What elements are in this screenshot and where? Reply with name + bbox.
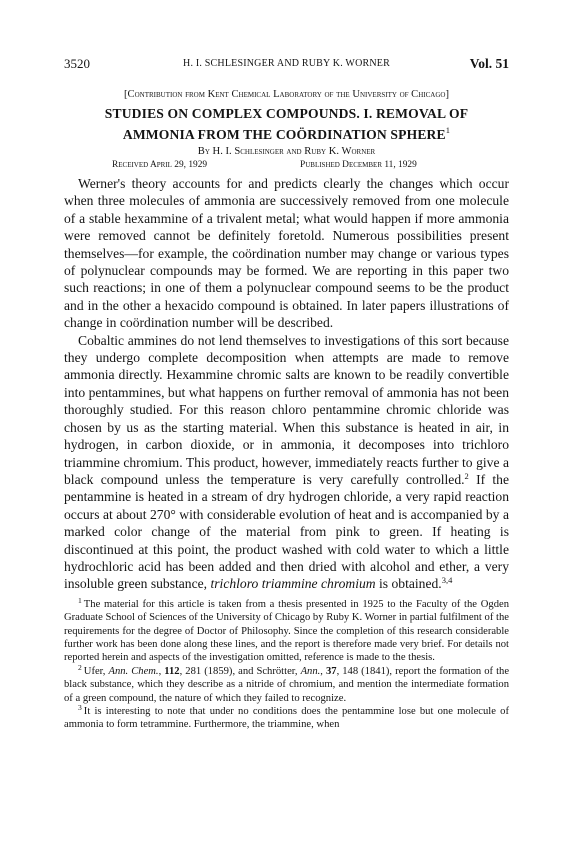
- footnote-3: [64, 705, 509, 732]
- title-footnote-mark[interactable]: 1: [445, 125, 451, 135]
- footnote-2-text-b: , 281 (1859), and Schrötter,: [179, 665, 301, 677]
- footnote-2: $^2$ Ufer, Ann. Chem., 112, 281 (1859), and Schrötter, Ann., 37, 148 (1841), report the formation of the black substance, which they describe as a nitride of chromium, and mention the intermediate formation of a green compound, the nature of which they failed to recognize.: [64, 662, 510, 704]
- footnote-ref-2[interactable]: 2: [464, 470, 469, 481]
- page-number: 3520: [64, 56, 90, 71]
- footnote-2-volume-b: 37: [325, 665, 337, 677]
- footnote-2-volume-a: 112: [164, 665, 180, 677]
- paragraph-2: [64, 332, 509, 593]
- footnote-2-text-a: Ufer,: [83, 665, 109, 677]
- title-line-2-text: AMMONIA FROM THE COÖRDINATION SPHERE: [122, 127, 446, 142]
- footnote-1: [64, 595, 509, 665]
- paragraph-1: Werner's theory accounts for and predicts clearly the changes which occur when three molecules of ammonia are successively removed from one molecule of a stable hexammine of a trivalent metal; what would happen if more ammonia were removed cannot be definitely foretold. Numerous possibilities present themselves—for example, the coördination number may change or various types of polynuclear compounds may be formed. We are reporting in this paper two such reactions; in one of them a polynuclear compound seems to be the product and in the other a hexacido compound is obtained. In later papers illustrations of change in coördination number will be described.: [64, 176, 509, 331]
- title-line-2: [64, 122, 509, 143]
- dates-line: [64, 159, 509, 172]
- paragraph-2-part-3: is obtained.: [375, 576, 442, 592]
- footnote-3-text: It is interesting to note that under no conditions does the pentammine lose but one molecule of ammonia to form tetrammine. Furthermore, the triammine, when: [64, 706, 509, 731]
- footnote-2-journal-a: Ann. Chem.: [108, 665, 159, 677]
- article-title: [64, 105, 509, 143]
- volume-label: Vol. 51: [469, 56, 509, 71]
- published-date: Published December 11, 1929: [300, 160, 417, 170]
- journal-page: [64, 48, 509, 732]
- footnote-ref-3-4[interactable]: 3,4: [441, 575, 453, 586]
- footnote-2-text-c: , 148 (1841), report the formation of the black substance, which they describe as a nitride of chromium, and mention the intermediate formation of a green compound, the nature of which they failed to recognize.: [64, 665, 510, 704]
- footnote-3-mark: 3: [78, 703, 82, 712]
- running-head-authors: H. I. SCHLESINGER AND RUBY K. WORNER: [183, 58, 390, 69]
- title-line-1: STUDIES ON COMPLEX COMPOUNDS. I. REMOVAL OF: [104, 106, 469, 121]
- received-date: Received April 29, 1929: [112, 160, 208, 170]
- byline: By H. I. Schlesinger and Ruby K. Worner: [197, 146, 376, 157]
- paragraph-2-part-1: Cobaltic ammines do not lend themselves to investigations of this sort because they undergo complete decomposition when attempts are made to remove ammonia directly. Hexammine chromic salts are known to be readily convertible into pentammines, but what happens on further removal of ammonia has not been thoroughly studied. For this reason chloro pentammine chromic chloride was chosen by us as the starting material. When this substance is heated in air, in hydrogen, in carbon dioxide, or in ammonia, it decomposes into trichloro triammine chromium. This product, however, immediately reacts further to give a black compound unless the temperature is very carefully controlled.: [64, 332, 509, 487]
- footnote-2-mark: 2: [78, 662, 82, 672]
- contribution-line: [Contribution from Kent Chemical Laboratory of the University of Chicago]: [124, 89, 449, 100]
- footnote-1-text: The material for this article is taken from a thesis presented in 1925 to the Faculty of the Ogden Graduate School of Sciences of the University of Chicago by Ruby K. Worner in partial fulfilment of the requirements for the degree of Doctor of Philosophy. Since the completion of this research considerable further work has been done along these lines, and the report is therefore made very brief. For details not reported herein and aspects of the investigation omitted, reference is made to the thesis.: [64, 598, 509, 664]
- footnote-1-mark: 1: [78, 595, 82, 605]
- footnote-2-journal-b: Ann.: [300, 665, 321, 677]
- footnotes: [64, 595, 510, 732]
- compound-name-italic: trichloro triammine chromium: [210, 576, 376, 592]
- paragraph-2-part-2: If the pentammine is heated in a stream of dry hydrogen chloride, a very rapid reaction occurs at about 270° with considerable evolution of heat and is accompanied by a marked color change of the material from pink to green. If heating is discontinued at this point, the product washed with cold water to which a little hydrochloric acid has been added and then dried with alcohol and ether, a very insoluble green substance,: [64, 471, 510, 592]
- article-body: [64, 175, 509, 593]
- running-head: [64, 54, 509, 74]
